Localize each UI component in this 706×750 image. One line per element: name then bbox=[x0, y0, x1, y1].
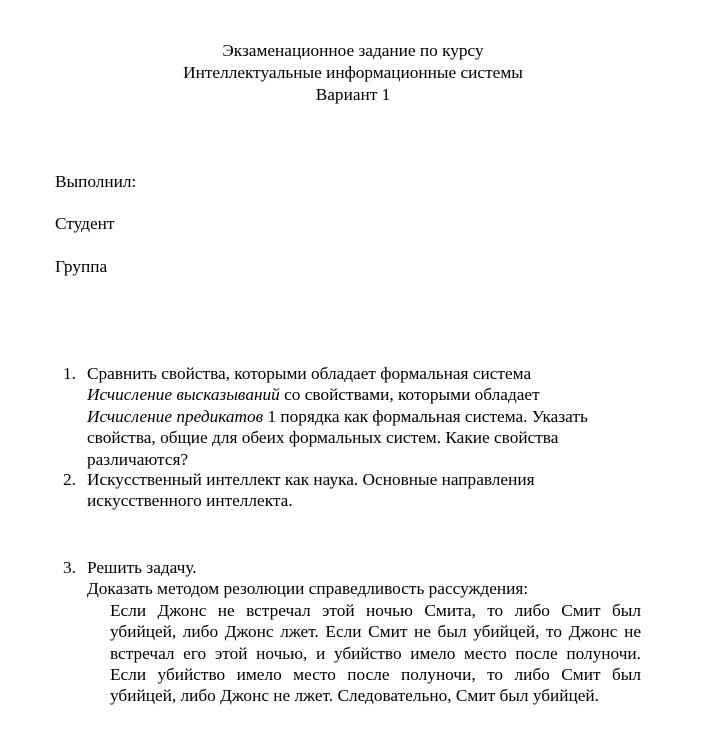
question-title: Решить задачу. bbox=[87, 558, 197, 577]
question-line: свойства, общие для обеих формальных систем. Какие свойства bbox=[87, 428, 559, 448]
header-course-line: Экзаменационное задание по курсу bbox=[222, 41, 484, 60]
question-1 bbox=[63, 363, 643, 470]
task-statement: Доказать методом резолюции справедливость рассуждения: bbox=[87, 579, 529, 599]
document-header bbox=[0, 40, 706, 106]
header-subject-line: Интеллектуальные информационные системы bbox=[183, 63, 523, 82]
question-number: 3. bbox=[63, 558, 76, 577]
header-variant-line: Вариант 1 bbox=[315, 85, 391, 104]
question-line: искусственного интеллекта. bbox=[87, 491, 293, 511]
question-3 bbox=[63, 557, 663, 707]
group-label: Группа bbox=[55, 257, 108, 276]
question-line bbox=[87, 406, 643, 427]
reasoning-line: убийцей, либо Джонс лжет. Если Смит не был убийцей, то Джонс не bbox=[110, 622, 641, 642]
question-number: 1. bbox=[63, 364, 76, 383]
reasoning-line: Если убийство имело место после полуночи, то либо Смит был bbox=[110, 665, 641, 685]
italic-term: Исчисление высказываний bbox=[87, 385, 280, 405]
line-text: 1 порядка как формальная система. Указать bbox=[263, 406, 588, 426]
reasoning-line: убийцей, либо Джонс не лжет. Следовательно, Смит был убийцей. bbox=[110, 686, 600, 706]
italic-term: Исчисление предикатов bbox=[87, 406, 264, 426]
question-number: 2. bbox=[63, 470, 76, 489]
question-line bbox=[87, 384, 643, 405]
reasoning-block bbox=[110, 600, 641, 707]
reasoning-line: встречал его этой ночью, и убийство имело место после полуночи. bbox=[110, 643, 641, 663]
performed-by-label: Выполнил: bbox=[55, 172, 137, 191]
question-line: Сравнить свойства, которыми обладает формальная система bbox=[87, 364, 532, 383]
question-2 bbox=[63, 469, 603, 512]
question-line: Искусственный интеллект как наука. Основные направления bbox=[87, 470, 535, 489]
question-line: различаются? bbox=[87, 449, 189, 469]
student-label: Студент bbox=[55, 214, 115, 233]
line-text: со свойствами, которыми обладает bbox=[279, 385, 540, 405]
reasoning-line: Если Джонс не встречал этой ночью Смита, то либо Смит был bbox=[110, 600, 641, 620]
